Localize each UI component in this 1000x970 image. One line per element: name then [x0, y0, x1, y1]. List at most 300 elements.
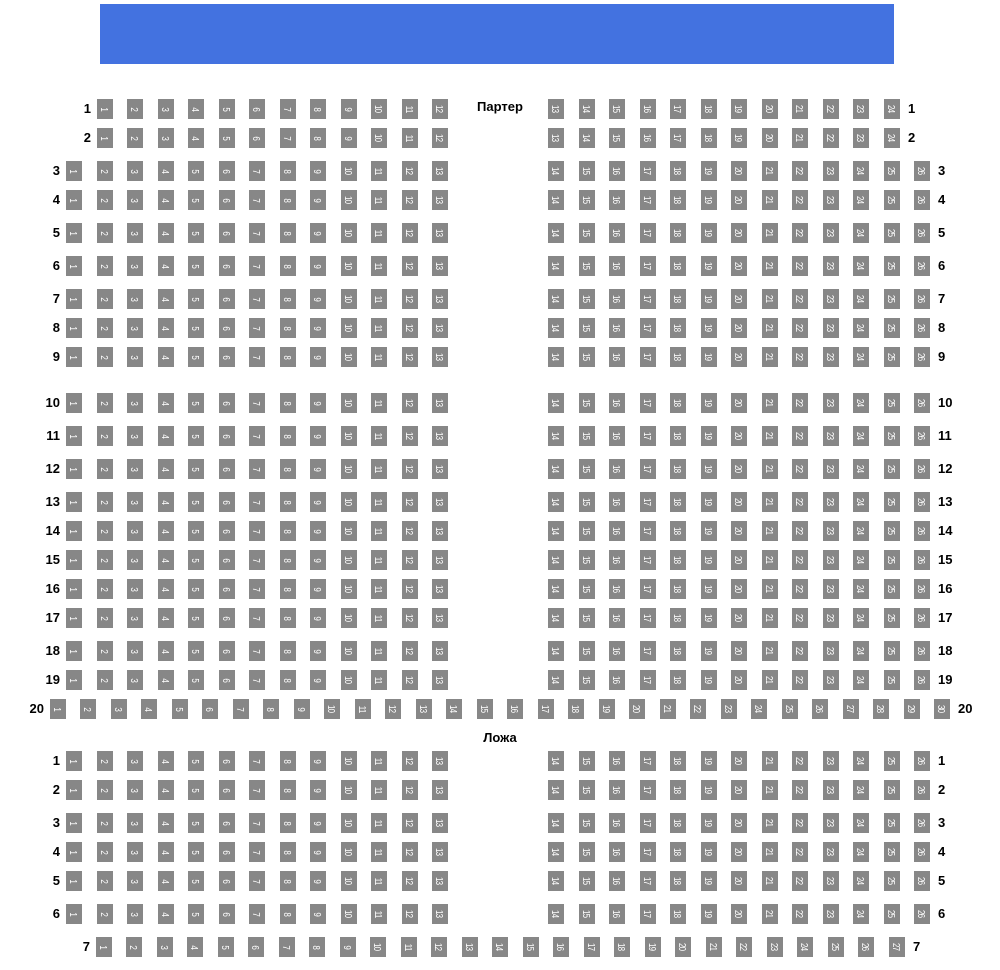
seat[interactable]: 22 [792, 780, 808, 800]
seat[interactable]: 10 [341, 751, 357, 771]
seat[interactable]: 17 [640, 842, 656, 862]
seat[interactable]: 2 [97, 780, 113, 800]
seat[interactable]: 7 [249, 608, 265, 628]
seat[interactable]: 4 [158, 751, 174, 771]
seat[interactable]: 7 [280, 128, 296, 148]
seat[interactable]: 6 [219, 161, 235, 181]
seat[interactable]: 17 [640, 904, 656, 924]
seat[interactable]: 3 [127, 426, 143, 446]
seat[interactable]: 21 [762, 347, 778, 367]
seat[interactable]: 18 [670, 190, 686, 210]
seat[interactable]: 16 [609, 492, 625, 512]
seat[interactable]: 15 [579, 459, 595, 479]
seat[interactable]: 22 [792, 670, 808, 690]
seat[interactable]: 8 [309, 937, 325, 957]
seat[interactable]: 14 [548, 780, 564, 800]
seat[interactable]: 14 [548, 426, 564, 446]
seat[interactable]: 20 [731, 426, 747, 446]
seat[interactable]: 21 [762, 426, 778, 446]
seat[interactable]: 26 [914, 780, 930, 800]
seat[interactable]: 16 [609, 521, 625, 541]
seat[interactable]: 21 [792, 128, 808, 148]
seat[interactable]: 22 [690, 699, 706, 719]
seat[interactable]: 10 [341, 608, 357, 628]
seat[interactable]: 19 [701, 579, 717, 599]
seat[interactable]: 1 [66, 347, 82, 367]
seat[interactable]: 16 [609, 842, 625, 862]
seat[interactable]: 17 [640, 550, 656, 570]
seat[interactable]: 25 [884, 904, 900, 924]
seat[interactable]: 20 [731, 289, 747, 309]
seat[interactable]: 13 [432, 190, 448, 210]
seat[interactable]: 19 [701, 670, 717, 690]
seat[interactable]: 14 [548, 871, 564, 891]
seat[interactable]: 18 [670, 393, 686, 413]
seat[interactable]: 3 [127, 842, 143, 862]
seat[interactable]: 21 [762, 579, 778, 599]
seat[interactable]: 21 [762, 393, 778, 413]
seat[interactable]: 4 [187, 937, 203, 957]
seat[interactable]: 6 [219, 842, 235, 862]
seat[interactable]: 18 [670, 813, 686, 833]
seat[interactable]: 5 [188, 318, 204, 338]
seat[interactable]: 8 [280, 289, 296, 309]
seat[interactable]: 16 [609, 161, 625, 181]
seat[interactable]: 23 [823, 521, 839, 541]
seat[interactable]: 15 [579, 904, 595, 924]
seat[interactable]: 4 [158, 550, 174, 570]
seat[interactable]: 25 [884, 813, 900, 833]
seat[interactable]: 18 [670, 223, 686, 243]
seat[interactable]: 22 [792, 256, 808, 276]
seat[interactable]: 5 [188, 904, 204, 924]
seat[interactable]: 13 [416, 699, 432, 719]
seat[interactable]: 24 [853, 161, 869, 181]
seat[interactable]: 12 [402, 871, 418, 891]
seat[interactable]: 16 [609, 256, 625, 276]
seat[interactable]: 21 [762, 256, 778, 276]
seat[interactable]: 4 [158, 813, 174, 833]
seat[interactable]: 15 [579, 842, 595, 862]
seat[interactable]: 23 [823, 190, 839, 210]
seat[interactable]: 8 [280, 670, 296, 690]
seat[interactable]: 1 [66, 161, 82, 181]
seat[interactable]: 25 [884, 608, 900, 628]
seat[interactable]: 9 [310, 670, 326, 690]
seat[interactable]: 10 [371, 128, 387, 148]
seat[interactable]: 21 [792, 99, 808, 119]
seat[interactable]: 21 [762, 550, 778, 570]
seat[interactable]: 26 [858, 937, 874, 957]
seat[interactable]: 17 [640, 813, 656, 833]
seat[interactable]: 18 [670, 751, 686, 771]
seat[interactable]: 19 [645, 937, 661, 957]
seat[interactable]: 23 [823, 550, 839, 570]
seat[interactable]: 1 [66, 190, 82, 210]
seat[interactable]: 3 [157, 937, 173, 957]
seat[interactable]: 15 [579, 608, 595, 628]
seat[interactable]: 22 [792, 842, 808, 862]
seat[interactable]: 6 [219, 492, 235, 512]
seat[interactable]: 23 [823, 459, 839, 479]
seat[interactable]: 14 [548, 904, 564, 924]
seat[interactable]: 17 [640, 223, 656, 243]
seat[interactable]: 2 [97, 459, 113, 479]
seat[interactable]: 22 [792, 161, 808, 181]
seat[interactable]: 26 [914, 223, 930, 243]
seat[interactable]: 11 [371, 871, 387, 891]
seat[interactable]: 10 [341, 780, 357, 800]
seat[interactable]: 11 [355, 699, 371, 719]
seat[interactable]: 26 [914, 426, 930, 446]
seat[interactable]: 17 [538, 699, 554, 719]
seat[interactable]: 20 [731, 393, 747, 413]
seat[interactable]: 16 [609, 426, 625, 446]
seat[interactable]: 26 [914, 161, 930, 181]
seat[interactable]: 17 [640, 393, 656, 413]
seat[interactable]: 6 [219, 318, 235, 338]
seat[interactable]: 26 [914, 256, 930, 276]
seat[interactable]: 10 [341, 223, 357, 243]
seat[interactable]: 16 [609, 641, 625, 661]
seat[interactable]: 2 [97, 842, 113, 862]
seat[interactable]: 5 [188, 751, 204, 771]
seat[interactable]: 18 [670, 521, 686, 541]
seat[interactable]: 2 [97, 521, 113, 541]
seat[interactable]: 13 [432, 608, 448, 628]
seat[interactable]: 6 [219, 190, 235, 210]
seat[interactable]: 5 [188, 813, 204, 833]
seat[interactable]: 18 [670, 550, 686, 570]
seat[interactable]: 18 [670, 608, 686, 628]
seat[interactable]: 12 [402, 780, 418, 800]
seat[interactable]: 20 [731, 347, 747, 367]
seat[interactable]: 24 [853, 318, 869, 338]
seat[interactable]: 13 [432, 459, 448, 479]
seat[interactable]: 19 [731, 99, 747, 119]
seat[interactable]: 19 [701, 904, 717, 924]
seat[interactable]: 12 [402, 813, 418, 833]
seat[interactable]: 25 [884, 751, 900, 771]
seat[interactable]: 16 [609, 579, 625, 599]
seat[interactable]: 25 [884, 579, 900, 599]
seat[interactable]: 19 [701, 190, 717, 210]
seat[interactable]: 7 [249, 393, 265, 413]
seat[interactable]: 25 [782, 699, 798, 719]
seat[interactable]: 17 [640, 459, 656, 479]
seat[interactable]: 3 [127, 223, 143, 243]
seat[interactable]: 20 [731, 904, 747, 924]
seat[interactable]: 21 [762, 904, 778, 924]
seat[interactable]: 1 [66, 426, 82, 446]
seat[interactable]: 9 [310, 459, 326, 479]
seat[interactable]: 1 [97, 99, 113, 119]
seat[interactable]: 11 [402, 99, 418, 119]
seat[interactable]: 2 [97, 608, 113, 628]
seat[interactable]: 23 [853, 99, 869, 119]
seat[interactable]: 14 [548, 608, 564, 628]
seat[interactable]: 24 [853, 579, 869, 599]
seat[interactable]: 25 [884, 318, 900, 338]
seat[interactable]: 20 [731, 190, 747, 210]
seat[interactable]: 1 [66, 871, 82, 891]
seat[interactable]: 12 [402, 459, 418, 479]
seat[interactable]: 16 [609, 289, 625, 309]
seat[interactable]: 24 [853, 842, 869, 862]
seat[interactable]: 18 [701, 99, 717, 119]
seat[interactable]: 4 [158, 780, 174, 800]
seat[interactable]: 19 [701, 318, 717, 338]
seat[interactable]: 15 [609, 128, 625, 148]
seat[interactable]: 14 [579, 128, 595, 148]
seat[interactable]: 23 [823, 608, 839, 628]
seat[interactable]: 25 [884, 161, 900, 181]
seat[interactable]: 15 [579, 670, 595, 690]
seat[interactable]: 18 [670, 904, 686, 924]
seat[interactable]: 4 [158, 608, 174, 628]
seat[interactable]: 11 [371, 670, 387, 690]
seat[interactable]: 5 [188, 492, 204, 512]
seat[interactable]: 7 [249, 871, 265, 891]
seat[interactable]: 9 [340, 937, 356, 957]
seat[interactable]: 20 [731, 780, 747, 800]
seat[interactable]: 22 [823, 99, 839, 119]
seat[interactable]: 15 [579, 161, 595, 181]
seat[interactable]: 11 [371, 579, 387, 599]
seat[interactable]: 14 [548, 521, 564, 541]
seat[interactable]: 6 [219, 393, 235, 413]
seat[interactable]: 12 [402, 347, 418, 367]
seat[interactable]: 4 [158, 670, 174, 690]
seat[interactable]: 7 [233, 699, 249, 719]
seat[interactable]: 5 [188, 579, 204, 599]
seat[interactable]: 1 [66, 223, 82, 243]
seat[interactable]: 24 [853, 751, 869, 771]
seat[interactable]: 17 [640, 426, 656, 446]
seat[interactable]: 19 [701, 871, 717, 891]
seat[interactable]: 13 [432, 904, 448, 924]
seat[interactable]: 6 [219, 579, 235, 599]
seat[interactable]: 16 [507, 699, 523, 719]
seat[interactable]: 8 [280, 780, 296, 800]
seat[interactable]: 19 [701, 426, 717, 446]
seat[interactable]: 12 [432, 128, 448, 148]
seat[interactable]: 23 [823, 492, 839, 512]
seat[interactable]: 24 [853, 459, 869, 479]
seat[interactable]: 27 [889, 937, 905, 957]
seat[interactable]: 25 [884, 670, 900, 690]
seat[interactable]: 11 [401, 937, 417, 957]
seat[interactable]: 11 [371, 256, 387, 276]
seat[interactable]: 22 [792, 289, 808, 309]
seat[interactable]: 21 [762, 813, 778, 833]
seat[interactable]: 7 [249, 842, 265, 862]
seat[interactable]: 22 [792, 904, 808, 924]
seat[interactable]: 23 [823, 347, 839, 367]
seat[interactable]: 14 [548, 393, 564, 413]
seat[interactable]: 25 [884, 426, 900, 446]
seat[interactable]: 2 [80, 699, 96, 719]
seat[interactable]: 18 [670, 347, 686, 367]
seat[interactable]: 8 [280, 550, 296, 570]
seat[interactable]: 26 [914, 459, 930, 479]
seat[interactable]: 10 [370, 937, 386, 957]
seat[interactable]: 29 [904, 699, 920, 719]
seat[interactable]: 3 [127, 521, 143, 541]
seat[interactable]: 1 [66, 579, 82, 599]
seat[interactable]: 19 [701, 256, 717, 276]
seat[interactable]: 8 [310, 128, 326, 148]
seat[interactable]: 18 [670, 426, 686, 446]
seat[interactable]: 23 [823, 579, 839, 599]
seat[interactable]: 25 [884, 256, 900, 276]
seat[interactable]: 10 [341, 318, 357, 338]
seat[interactable]: 1 [66, 608, 82, 628]
seat[interactable]: 14 [548, 256, 564, 276]
seat[interactable]: 7 [249, 751, 265, 771]
seat[interactable]: 19 [701, 608, 717, 628]
seat[interactable]: 4 [158, 347, 174, 367]
seat[interactable]: 5 [188, 521, 204, 541]
seat[interactable]: 17 [640, 521, 656, 541]
seat[interactable]: 10 [341, 550, 357, 570]
seat[interactable]: 24 [751, 699, 767, 719]
seat[interactable]: 13 [432, 289, 448, 309]
seat[interactable]: 26 [914, 641, 930, 661]
seat[interactable]: 4 [158, 190, 174, 210]
seat[interactable]: 25 [884, 393, 900, 413]
seat[interactable]: 13 [432, 223, 448, 243]
seat[interactable]: 23 [823, 393, 839, 413]
seat[interactable]: 10 [341, 492, 357, 512]
seat[interactable]: 13 [432, 256, 448, 276]
seat[interactable]: 1 [66, 459, 82, 479]
seat[interactable]: 26 [914, 190, 930, 210]
seat[interactable]: 12 [402, 751, 418, 771]
seat[interactable]: 19 [701, 751, 717, 771]
seat[interactable]: 21 [762, 641, 778, 661]
seat[interactable]: 26 [914, 521, 930, 541]
seat[interactable]: 7 [249, 256, 265, 276]
seat[interactable]: 9 [310, 521, 326, 541]
seat[interactable]: 23 [767, 937, 783, 957]
seat[interactable]: 8 [280, 751, 296, 771]
seat[interactable]: 6 [219, 459, 235, 479]
seat[interactable]: 4 [158, 871, 174, 891]
seat[interactable]: 5 [188, 426, 204, 446]
seat[interactable]: 8 [280, 393, 296, 413]
seat[interactable]: 14 [548, 459, 564, 479]
seat[interactable]: 19 [701, 161, 717, 181]
seat[interactable]: 13 [432, 492, 448, 512]
seat[interactable]: 26 [914, 871, 930, 891]
seat[interactable]: 9 [294, 699, 310, 719]
seat[interactable]: 13 [432, 347, 448, 367]
seat[interactable]: 24 [853, 393, 869, 413]
seat[interactable]: 10 [371, 99, 387, 119]
seat[interactable]: 24 [797, 937, 813, 957]
seat[interactable]: 11 [371, 347, 387, 367]
seat[interactable]: 12 [402, 521, 418, 541]
seat[interactable]: 1 [66, 780, 82, 800]
seat[interactable]: 2 [97, 256, 113, 276]
seat[interactable]: 10 [341, 393, 357, 413]
seat[interactable]: 17 [640, 289, 656, 309]
seat[interactable]: 17 [640, 670, 656, 690]
seat[interactable]: 14 [548, 670, 564, 690]
seat[interactable]: 5 [188, 459, 204, 479]
seat[interactable]: 17 [640, 608, 656, 628]
seat[interactable]: 5 [188, 347, 204, 367]
seat[interactable]: 6 [249, 99, 265, 119]
seat[interactable]: 20 [675, 937, 691, 957]
seat[interactable]: 19 [599, 699, 615, 719]
seat[interactable]: 13 [432, 871, 448, 891]
seat[interactable]: 25 [884, 289, 900, 309]
seat[interactable]: 13 [432, 550, 448, 570]
seat[interactable]: 22 [792, 641, 808, 661]
seat[interactable]: 2 [97, 550, 113, 570]
seat[interactable]: 15 [579, 393, 595, 413]
seat[interactable]: 19 [701, 550, 717, 570]
seat[interactable]: 14 [548, 641, 564, 661]
seat[interactable]: 8 [280, 608, 296, 628]
seat[interactable]: 1 [66, 492, 82, 512]
seat[interactable]: 20 [762, 128, 778, 148]
seat[interactable]: 13 [432, 813, 448, 833]
seat[interactable]: 15 [579, 579, 595, 599]
seat[interactable]: 2 [97, 871, 113, 891]
seat[interactable]: 22 [792, 426, 808, 446]
seat[interactable]: 10 [341, 161, 357, 181]
seat[interactable]: 14 [446, 699, 462, 719]
seat[interactable]: 23 [823, 256, 839, 276]
seat[interactable]: 22 [792, 190, 808, 210]
seat[interactable]: 15 [609, 99, 625, 119]
seat[interactable]: 5 [188, 161, 204, 181]
seat[interactable]: 11 [371, 190, 387, 210]
seat[interactable]: 8 [310, 99, 326, 119]
seat[interactable]: 3 [127, 161, 143, 181]
seat[interactable]: 6 [219, 670, 235, 690]
seat[interactable]: 13 [432, 579, 448, 599]
seat[interactable]: 19 [701, 459, 717, 479]
seat[interactable]: 26 [914, 393, 930, 413]
seat[interactable]: 23 [823, 641, 839, 661]
seat[interactable]: 9 [310, 289, 326, 309]
seat[interactable]: 19 [701, 813, 717, 833]
seat[interactable]: 14 [548, 318, 564, 338]
seat[interactable]: 7 [249, 347, 265, 367]
seat[interactable]: 23 [823, 289, 839, 309]
seat[interactable]: 5 [188, 550, 204, 570]
seat[interactable]: 10 [341, 579, 357, 599]
seat[interactable]: 6 [249, 128, 265, 148]
seat[interactable]: 6 [219, 813, 235, 833]
seat[interactable]: 20 [731, 842, 747, 862]
seat[interactable]: 25 [884, 223, 900, 243]
seat[interactable]: 20 [731, 161, 747, 181]
seat[interactable]: 4 [158, 521, 174, 541]
seat[interactable]: 21 [762, 842, 778, 862]
seat[interactable]: 25 [884, 842, 900, 862]
seat[interactable]: 3 [127, 459, 143, 479]
seat[interactable]: 7 [249, 521, 265, 541]
seat[interactable]: 24 [884, 128, 900, 148]
seat[interactable]: 25 [884, 550, 900, 570]
seat[interactable]: 24 [853, 780, 869, 800]
seat[interactable]: 11 [371, 904, 387, 924]
